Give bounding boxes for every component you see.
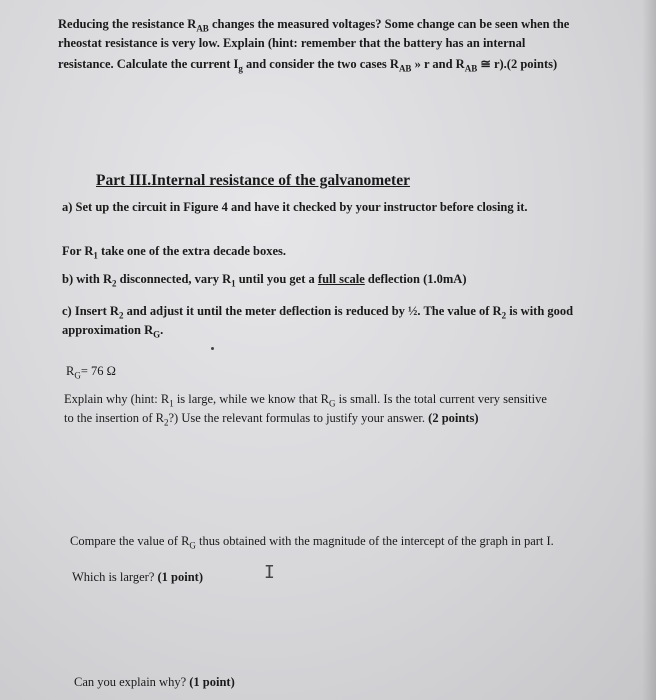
intro-line-3: resistance. Calculate the current $I_g$ and consider the two cases $R_{AB}$ » r and $R_{AB}$ ≅ r).(2 points) [58, 57, 558, 74]
r1-note: For $R_1$ take one of the extra decade boxes. [62, 244, 287, 261]
intro-line-2: rheostat resistance is very low. Explain (hint: remember that the battery has an internal [58, 36, 526, 50]
which-larger-question: Which is larger? (1 point) [72, 570, 203, 584]
intro-line-1: Reducing the resistance $R_{AB}$ changes the measured voltages? Some change can be seen when the [58, 17, 570, 34]
step-b: b) with $R_2$ disconnected, vary $R_1$ until you get a full scale deflection (1.0mA) [62, 272, 467, 289]
full-scale-link: full scale [317, 272, 365, 286]
step-c-line-1: c) Insert $R_2$ and adjust it until the meter deflection is reduced by ½. The value of $R_2$ is with good [62, 304, 574, 321]
compare-question: Compare the value of $R_G$ thus obtained with the magnitude of the intercept of the graph in part I. [70, 534, 554, 551]
step-c-line-2: approximation $R_G$. [62, 323, 164, 340]
explain-line-2: to the insertion of $R_2$?) Use the relevant formulas to justify your answer. (2 points) [64, 411, 479, 428]
ink-dot [211, 347, 214, 350]
section-heading: Part III.Internal resistance of the galvanometer [96, 172, 410, 189]
text-cursor-icon: I [264, 562, 275, 583]
step-a: a) Set up the circuit in Figure 4 and have it checked by your instructor before closing it. [62, 200, 528, 214]
page-edge-shadow [642, 0, 656, 700]
explain-line-1: Explain why (hint: $R_1$ is large, while we know that $R_G$ is small. Is the total current very sensitive [64, 392, 547, 409]
rg-value: $R_G= 76$ Ω [66, 364, 116, 381]
explain-why-question: Can you explain why? (1 point) [74, 675, 235, 689]
